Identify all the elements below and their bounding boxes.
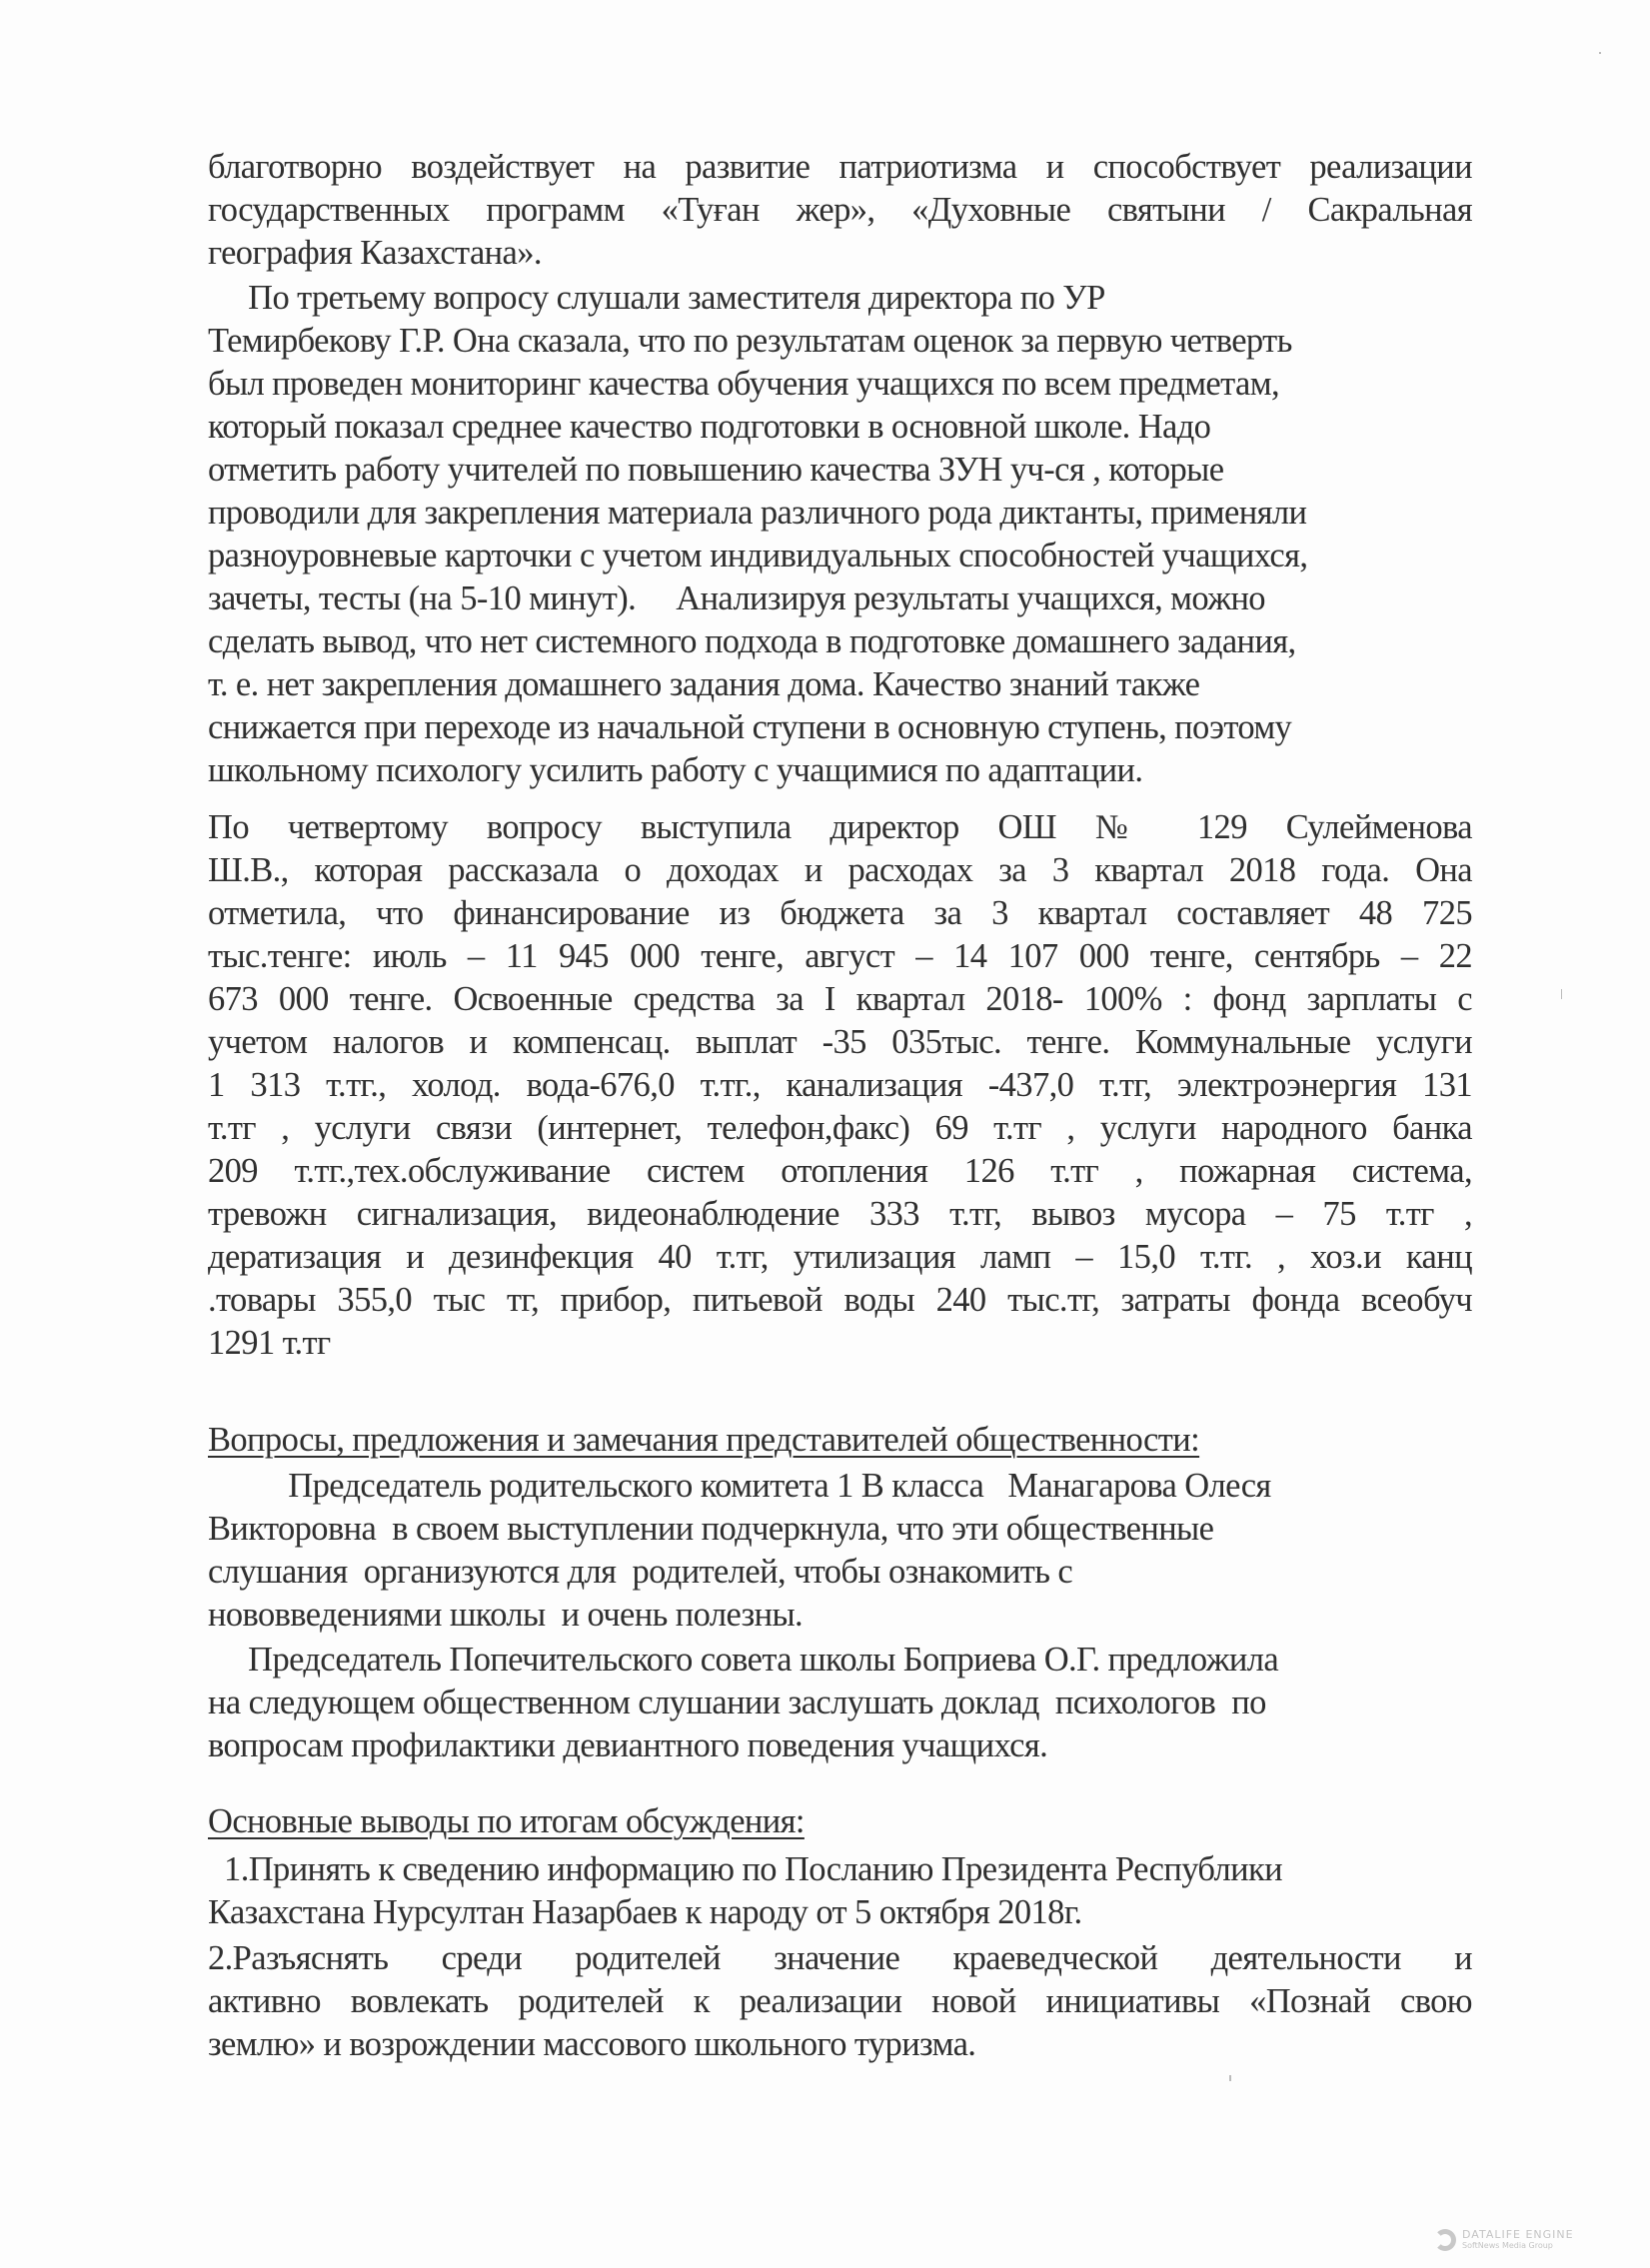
text-line: который показал среднее качество подготовки в основной школе. Надо <box>208 408 1211 446</box>
conclusion-item-1 <box>208 1848 1472 1934</box>
text-line: 2.Разъяснять среди родителей значение краеведческой деятельности и <box>208 1939 1472 1977</box>
text-line: на следующем общественном слушании заслушать доклад психологов по <box>208 1684 1266 1721</box>
text-line: отметить работу учителей по повышению качества ЗУН уч-ся , которые <box>208 451 1224 489</box>
text-line: По третьему вопросу слушали заместителя директора по УР <box>208 279 1105 317</box>
scan-speck <box>1229 2075 1231 2081</box>
conclusion-item-2 <box>208 1937 1472 2066</box>
text-line: 1.Принять к сведению информацию по Посланию Президента Республики <box>208 1850 1283 1888</box>
text-line: 209 т.тг.,тех.обслуживание систем отопления 126 т.тг , пожарная система, <box>208 1152 1472 1190</box>
text-line: школьному психологу усилить работу с учащимися по адаптации. <box>208 751 1143 789</box>
paragraph-fourth-question <box>208 806 1472 1365</box>
text-line: дератизация и дезинфекция 40 т.тг, утилизация ламп – 15,0 т.тг. , хоз.и канц <box>208 1238 1472 1276</box>
text-line: Казахстана Нурсултан Назарбаев к народу от 5 октября 2018г. <box>208 1893 1082 1931</box>
scan-speck <box>1599 52 1601 54</box>
text-line: проводили для закрепления материала различного рода диктанты, применяли <box>208 494 1307 532</box>
text-line: снижается при переходе из начальной ступени в основную ступень, поэтому <box>208 708 1292 746</box>
watermark-title: DATALIFE ENGINE <box>1462 2228 1574 2241</box>
text-line: учетом налогов и компенсац. выплат -35 035тыс. тенге. Коммунальные услуги <box>208 1023 1472 1061</box>
datalife-logo-icon <box>1434 2229 1456 2251</box>
text-line: вопросам профилактики девиантного поведения учащихся. <box>208 1726 1048 1764</box>
text-line: отметила, что финансирование из бюджета за 3 квартал составляет 48 725 <box>208 894 1472 932</box>
text-line: Темирбекову Г.Р. Она сказала, что по результатам оценок за первую четверть <box>208 322 1292 360</box>
watermark <box>1434 2220 1644 2260</box>
text-line: 1 313 т.тг., холод. вода-676,0 т.тг., канализация -437,0 т.тг, электроэнергия 131 <box>208 1066 1472 1104</box>
text-line: активно вовлекать родителей к реализации новой инициативы «Познай свою <box>208 1982 1472 2020</box>
text-line: Председатель Попечительского совета школы Боприева О.Г. предложила <box>208 1641 1279 1679</box>
text-line: тыс.тенге: июль – 11 945 000 тенге, август – 14 107 000 тенге, сентябрь – 22 <box>208 937 1472 975</box>
text-line: государственных программ «Туған жер», «Духовные святыни / Сакральная <box>208 191 1472 229</box>
text-line: география Казахстана». <box>208 234 542 272</box>
text-line: сделать вывод, что нет системного подхода в подготовке домашнего задания, <box>208 622 1296 660</box>
text-line: 1291 т.тг <box>208 1324 331 1362</box>
text-line: нововведениями школы и очень полезны. <box>208 1596 804 1634</box>
section-conclusions <box>208 1800 1472 1843</box>
text-line: благотворно воздействует на развитие патриотизма и способствует реализации <box>208 148 1472 186</box>
text-line: Ш.В., которая рассказала о доходах и расходах за 3 квартал 2018 года. Она <box>208 851 1472 889</box>
text-line: По четвертому вопросу выступила директор ОШ № 129 Сулейменова <box>208 808 1472 846</box>
text-line: 673 000 тенге. Освоенные средства за I квартал 2018- 100% : фонд зарплаты с <box>208 980 1472 1018</box>
paragraph-third-question <box>208 277 1472 792</box>
text-line: слушания организуются для родителей, чтобы ознакомить с <box>208 1553 1073 1591</box>
section-heading: Основные выводы по итогам обсуждения: <box>208 1802 805 1840</box>
text-line: тревожн сигнализация, видеонаблюдение 333 т.тг, вывоз мусора – 75 т.тг , <box>208 1195 1472 1233</box>
text-line: Викторовна в своем выступлении подчеркнула, что эти общественные <box>208 1510 1214 1548</box>
paragraph-board-of-trustees <box>208 1639 1472 1767</box>
text-line: был проведен мониторинг качества обучения учащихся по всем предметам, <box>208 365 1280 403</box>
scan-speck <box>1561 989 1562 999</box>
section-public-comments <box>208 1419 1472 1462</box>
paragraph-intro-continuation <box>208 146 1472 275</box>
text-line: т. е. нет закрепления домашнего задания дома. Качество знаний также <box>208 665 1200 703</box>
text-line: .товары 355,0 тыс тг, прибор, питьевой воды 240 тыс.тг, затраты фонда всеобуч <box>208 1281 1472 1319</box>
text-line: зачеты, тесты (на 5-10 минут). Анализируя результаты учащихся, можно <box>208 579 1265 617</box>
text-line: т.тг , услуги связи (интернет, телефон,факс) 69 т.тг , услуги народного банка <box>208 1109 1472 1147</box>
watermark-subtitle: SoftNews Media Group <box>1462 2241 1553 2250</box>
text-line: разноуровневые карточки с учетом индивидуальных способностей учащихся, <box>208 537 1308 574</box>
section-heading: Вопросы, предложения и замечания представителей общественности: <box>208 1421 1200 1459</box>
paragraph-parent-committee <box>208 1465 1472 1637</box>
text-line: Председатель родительского комитета 1 В класса Манагарова Олеся <box>208 1467 1271 1505</box>
text-line: землю» и возрождении массового школьного туризма. <box>208 2025 976 2063</box>
